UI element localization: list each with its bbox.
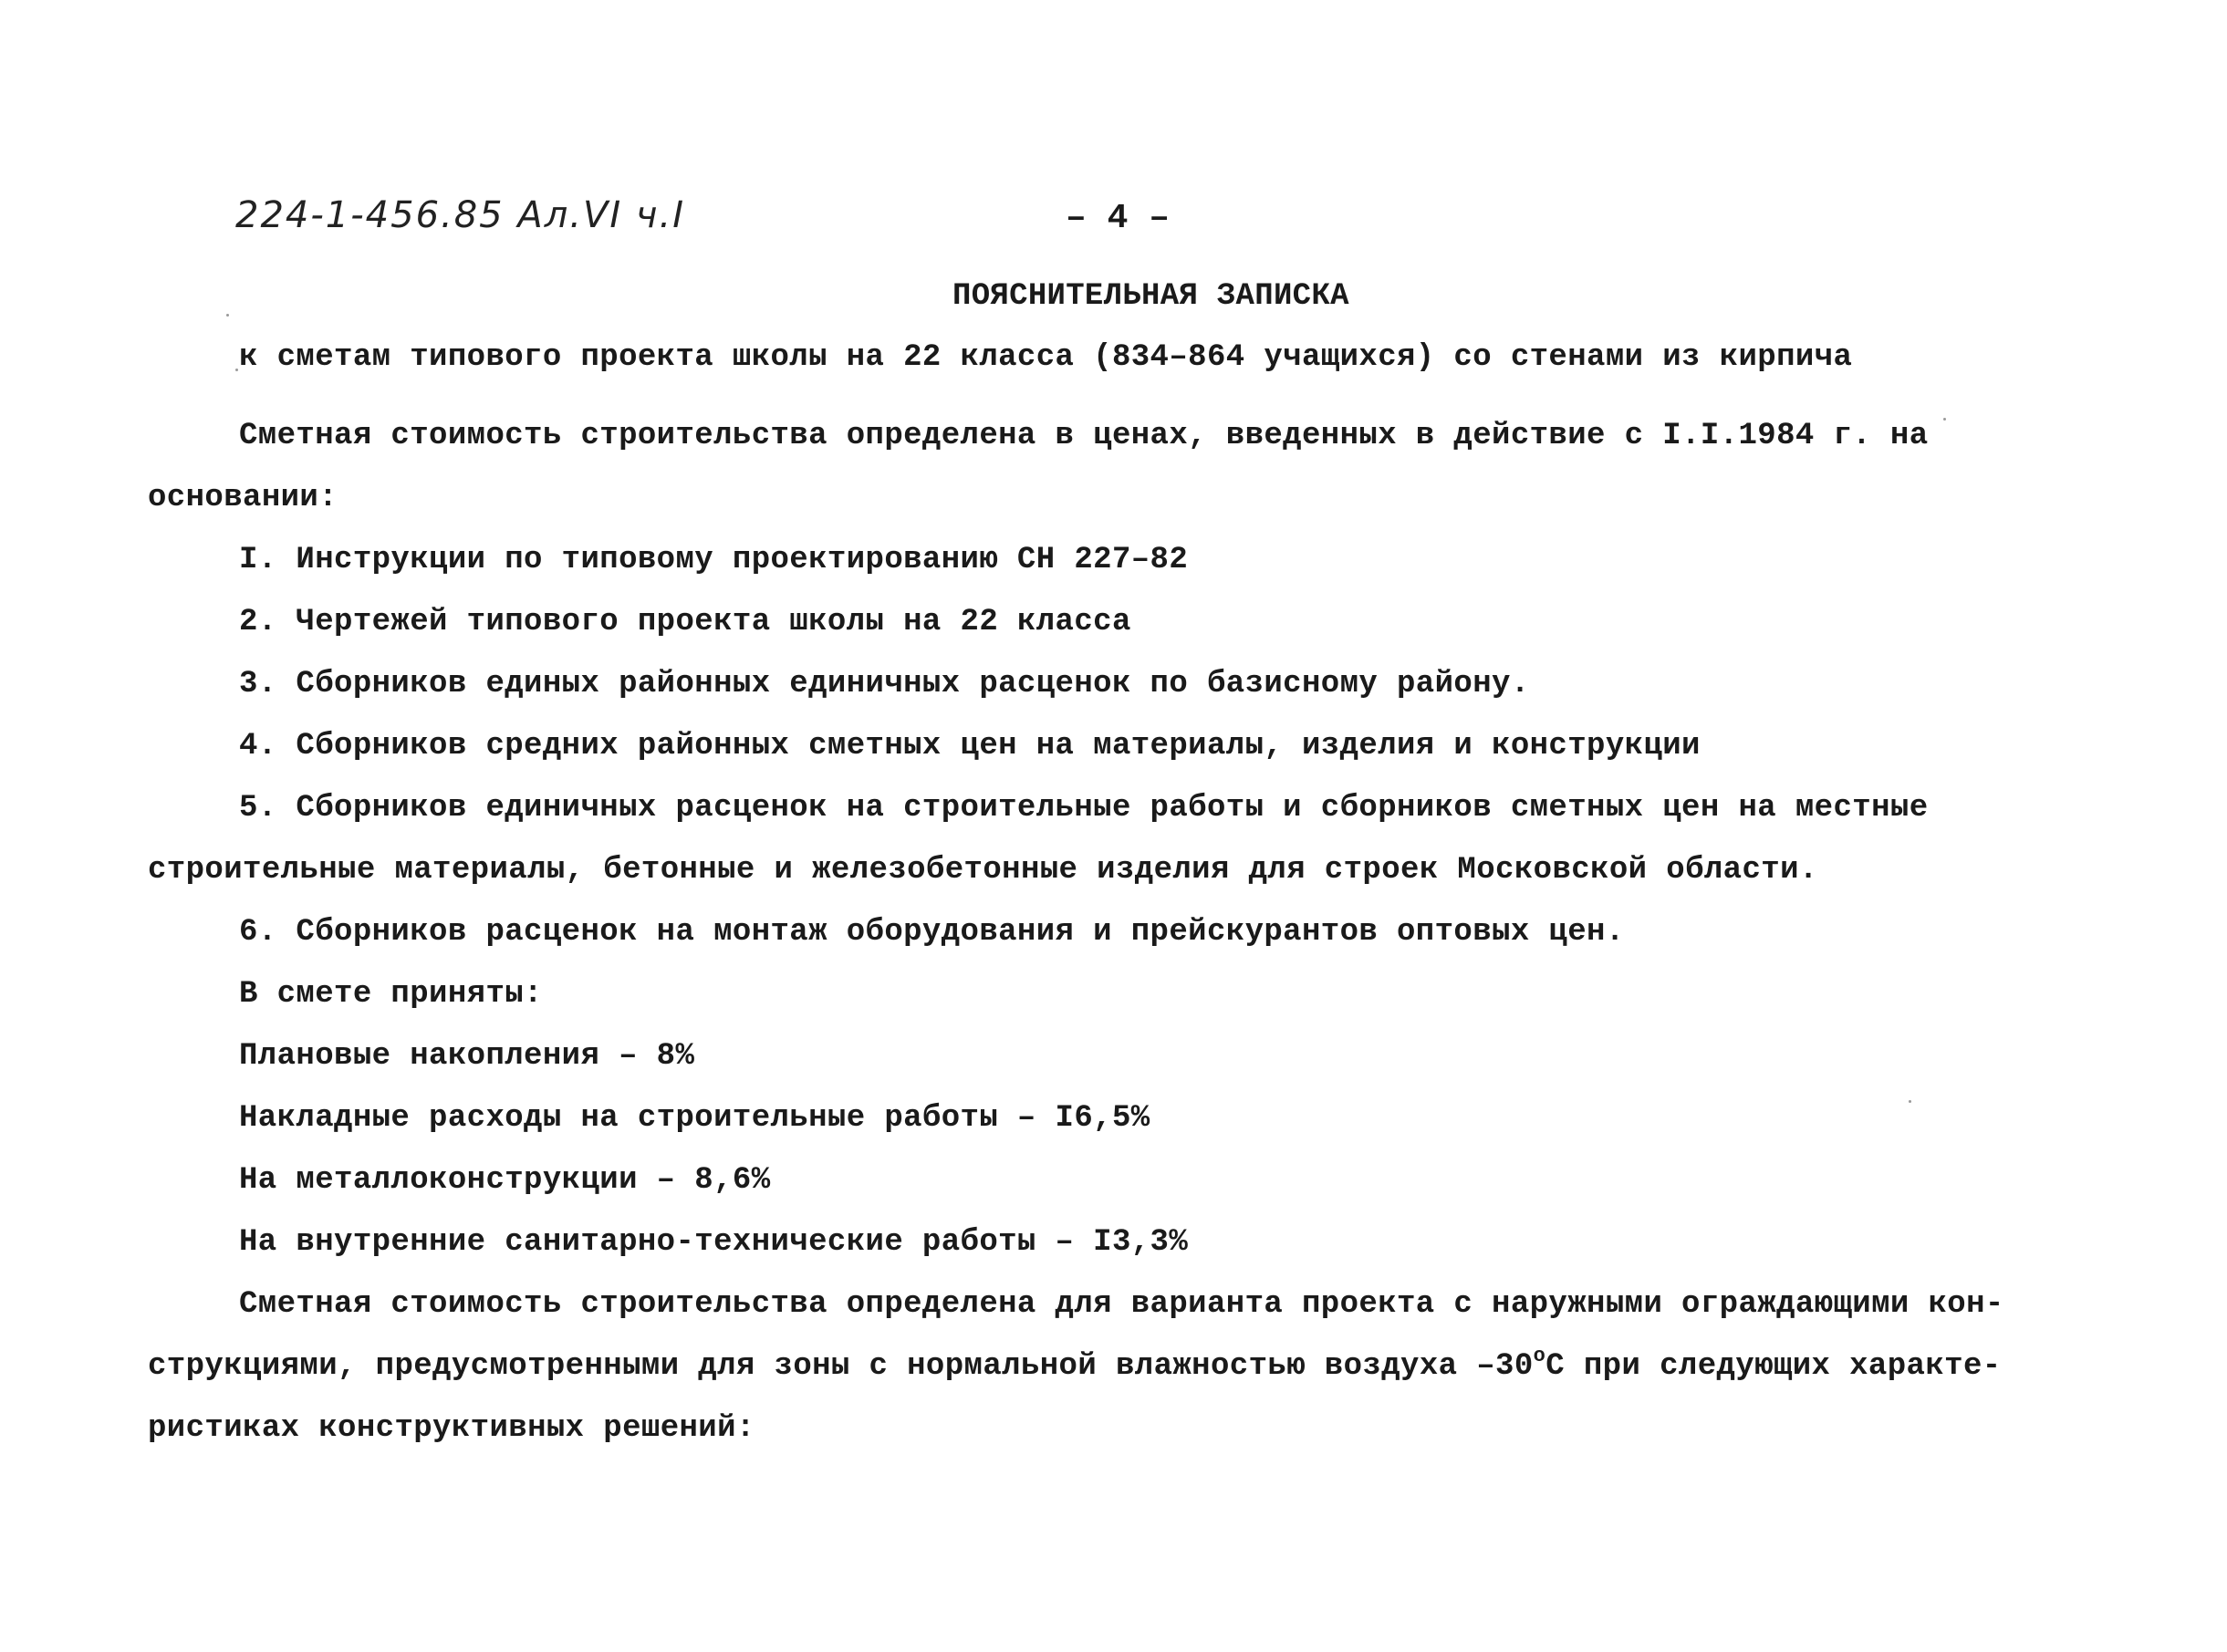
scan-speck (235, 369, 238, 371)
rate-item-3: На металлоконструкции – 8,6% (239, 1163, 771, 1198)
scan-speck (1909, 1100, 1911, 1103)
basis-item-5-continued: строительные материалы, бетонные и железобетонные изделия для строек Московской области. (148, 853, 1818, 888)
basis-item-2: 2. Чертежей типового проекта школы на 22 класса (239, 605, 1131, 639)
scan-speck (1943, 418, 1946, 421)
document-code: 224-1-456.85 Ал.VI ч.I (235, 194, 686, 236)
degree-superscript: о (1533, 1345, 1546, 1367)
closing-line-2-text-end: С при следующих характе- (1545, 1349, 2002, 1384)
basis-item-3: 3. Сборников единых районных единичных расценок по базисному району. (239, 667, 1530, 701)
document-title: ПОЯСНИТЕЛЬНАЯ ЗАПИСКА (952, 279, 1349, 314)
scan-speck (226, 314, 229, 317)
rate-item-1: Плановые накопления – 8% (239, 1039, 695, 1074)
rate-item-2: Накладные расходы на строительные работы – I6,5% (239, 1101, 1150, 1136)
closing-line-1: Сметная стоимость строительства определена для варианта проекта с наружными ограждающими кон- (239, 1287, 2004, 1322)
basis-item-6: 6. Сборников расценок на монтаж оборудования и прейскурантов оптовых цен. (239, 915, 1625, 950)
closing-line-2-text: струкциями, предусмотренными для зоны с нормальной влажностью воздуха –30 (148, 1349, 1534, 1384)
rates-heading: В смете приняты: (239, 977, 543, 1012)
intro-line-2: основании: (148, 481, 338, 515)
basis-item-4: 4. Сборников средних районных сметных цен на материалы, изделия и конструкции (239, 729, 1701, 764)
closing-line-3: ристиках конструктивных решений: (148, 1411, 755, 1446)
basis-item-1: I. Инструкции по типовому проектированию СН 227–82 (239, 543, 1189, 577)
intro-line-1: Сметная стоимость строительства определена в ценах, введенных в действие с I.I.1984 г. на (239, 419, 1929, 453)
closing-line-2 (148, 1345, 2002, 1385)
document-subtitle: к сметам типового проекта школы на 22 класса (834–864 учащихся) со стенами из кирпича (239, 340, 1853, 375)
rate-item-4: На внутренние санитарно-технические работы – I3,3% (239, 1225, 1189, 1260)
basis-item-5: 5. Сборников единичных расценок на строительные работы и сборников сметных цен на местные (239, 791, 1929, 826)
page-number: – 4 – (1066, 199, 1171, 238)
